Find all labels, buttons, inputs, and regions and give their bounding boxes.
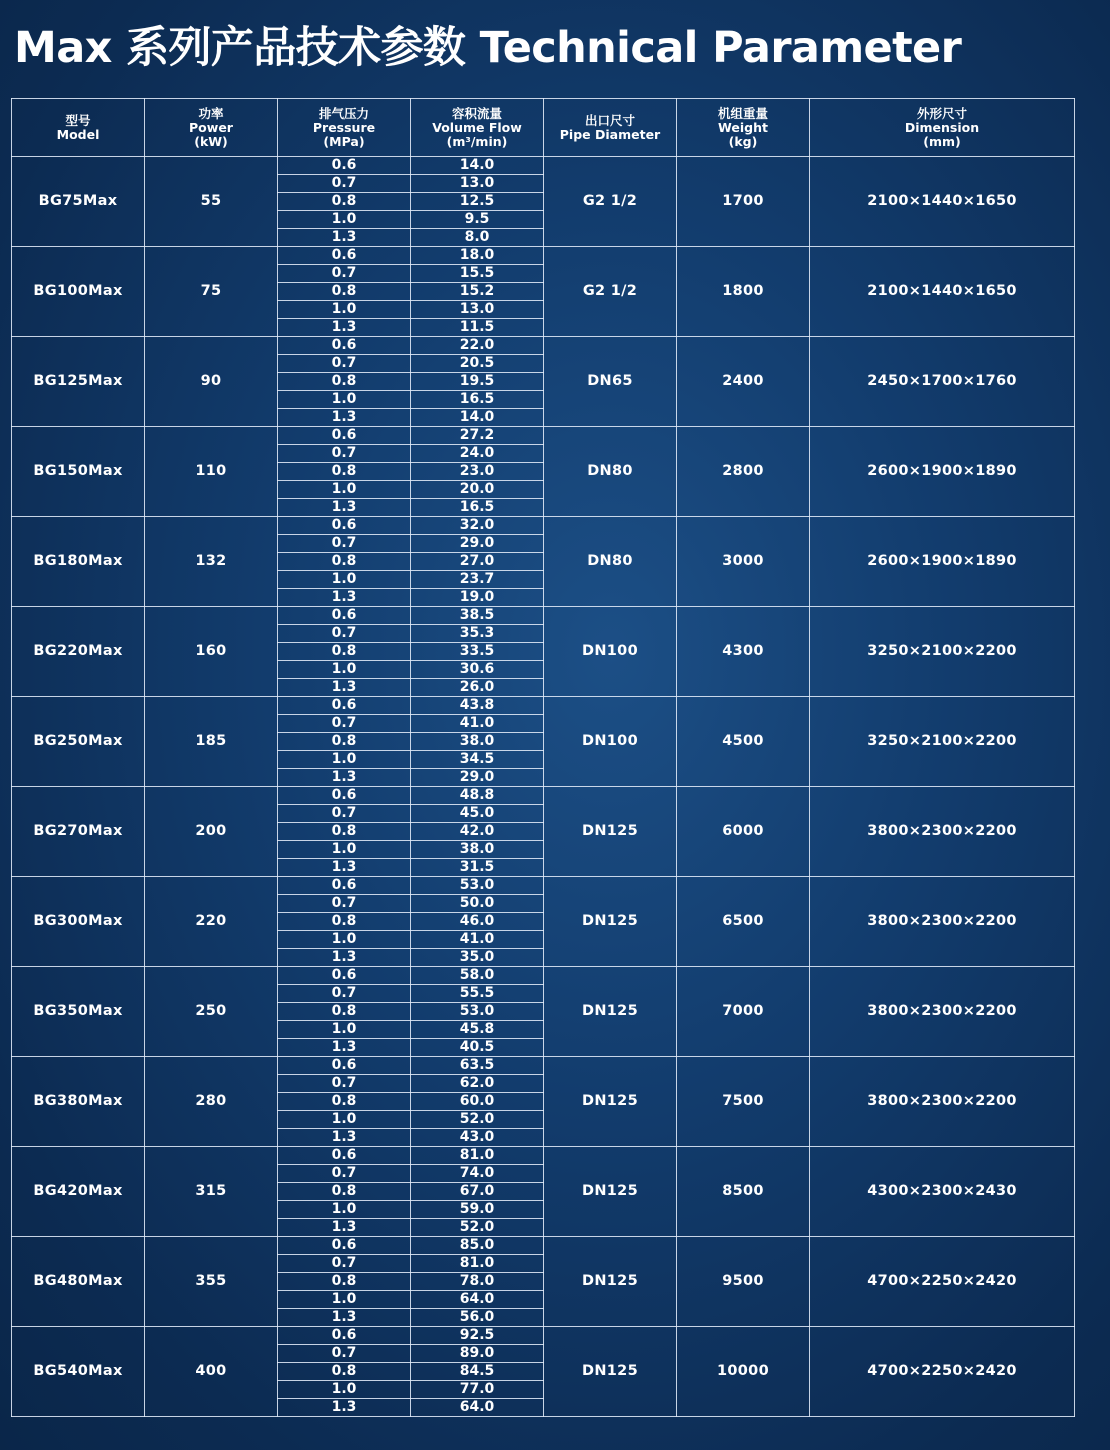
flow-cell: 64.0 [411, 1291, 544, 1309]
flow-cell: 81.0 [411, 1147, 544, 1165]
flow-cell: 48.8 [411, 787, 544, 805]
pipe-diameter-cell: DN100 [544, 697, 677, 787]
flow-cell: 62.0 [411, 1075, 544, 1093]
pressure-cell: 1.0 [278, 391, 411, 409]
pressure-cell: 0.6 [278, 877, 411, 895]
flow-cell: 64.0 [411, 1399, 544, 1417]
pressure-cell: 0.6 [278, 337, 411, 355]
pipe-diameter-cell: DN125 [544, 1327, 677, 1417]
power-cell: 220 [145, 877, 278, 967]
flow-cell: 46.0 [411, 913, 544, 931]
weight-cell: 8500 [677, 1147, 810, 1237]
flow-cell: 84.5 [411, 1363, 544, 1381]
pressure-cell: 0.8 [278, 1093, 411, 1111]
flow-cell: 18.0 [411, 247, 544, 265]
flow-cell: 45.0 [411, 805, 544, 823]
header-model-cn: 型号 [65, 112, 91, 128]
pressure-cell: 1.0 [278, 571, 411, 589]
flow-cell: 60.0 [411, 1093, 544, 1111]
pressure-cell: 0.8 [278, 823, 411, 841]
dimension-cell: 3800×2300×2200 [810, 1057, 1075, 1147]
flow-cell: 56.0 [411, 1309, 544, 1327]
flow-cell: 85.0 [411, 1237, 544, 1255]
flow-cell: 58.0 [411, 967, 544, 985]
table-row [12, 967, 1075, 985]
header-model-en: Model [56, 126, 100, 142]
pressure-cell: 1.3 [278, 229, 411, 247]
flow-cell: 13.0 [411, 301, 544, 319]
pressure-cell: 0.6 [278, 427, 411, 445]
pressure-cell: 1.3 [278, 409, 411, 427]
pressure-cell: 1.3 [278, 1399, 411, 1417]
header-weight-unit: (kg) [728, 133, 758, 149]
pressure-cell: 1.0 [278, 301, 411, 319]
pressure-cell: 0.8 [278, 1363, 411, 1381]
power-cell: 90 [145, 337, 278, 427]
flow-cell: 31.5 [411, 859, 544, 877]
flow-cell: 15.5 [411, 265, 544, 283]
table-row [12, 1237, 1075, 1255]
pressure-cell: 1.0 [278, 211, 411, 229]
weight-cell: 7500 [677, 1057, 810, 1147]
model-cell: BG270Max [12, 787, 145, 877]
flow-cell: 27.0 [411, 553, 544, 571]
table-row [12, 247, 1075, 265]
model-cell: BG480Max [12, 1237, 145, 1327]
model-cell: BG125Max [12, 337, 145, 427]
pressure-cell: 0.6 [278, 1057, 411, 1075]
header-pressure-unit: (MPa) [323, 133, 365, 149]
table-row [12, 787, 1075, 805]
pressure-cell: 0.8 [278, 553, 411, 571]
pipe-diameter-cell: DN80 [544, 427, 677, 517]
pressure-cell: 1.0 [278, 931, 411, 949]
pressure-cell: 0.6 [278, 967, 411, 985]
dimension-cell: 3800×2300×2200 [810, 787, 1075, 877]
flow-cell: 8.0 [411, 229, 544, 247]
flow-cell: 19.0 [411, 589, 544, 607]
flow-cell: 45.8 [411, 1021, 544, 1039]
dimension-cell: 4700×2250×2420 [810, 1237, 1075, 1327]
pressure-cell: 1.0 [278, 1021, 411, 1039]
pipe-diameter-cell: DN80 [544, 517, 677, 607]
flow-cell: 32.0 [411, 517, 544, 535]
table-row [12, 607, 1075, 625]
pressure-cell: 0.7 [278, 895, 411, 913]
table-row [12, 157, 1075, 175]
pressure-cell: 0.7 [278, 805, 411, 823]
flow-cell: 81.0 [411, 1255, 544, 1273]
parameter-table [11, 98, 1075, 1417]
pipe-diameter-cell: DN65 [544, 337, 677, 427]
header-volume-flow-en: Volume Flow [432, 119, 522, 135]
pressure-cell: 1.0 [278, 1201, 411, 1219]
flow-cell: 35.3 [411, 625, 544, 643]
flow-cell: 55.5 [411, 985, 544, 1003]
flow-cell: 52.0 [411, 1219, 544, 1237]
pressure-cell: 0.6 [278, 697, 411, 715]
flow-cell: 20.5 [411, 355, 544, 373]
flow-cell: 13.0 [411, 175, 544, 193]
flow-cell: 43.0 [411, 1129, 544, 1147]
pressure-cell: 0.8 [278, 373, 411, 391]
flow-cell: 89.0 [411, 1345, 544, 1363]
flow-cell: 43.8 [411, 697, 544, 715]
header-model [12, 99, 145, 157]
flow-cell: 35.0 [411, 949, 544, 967]
table-header [12, 99, 1075, 157]
pressure-cell: 1.3 [278, 1039, 411, 1057]
header-dimension-cn: 外形尺寸 [916, 105, 967, 121]
pressure-cell: 1.3 [278, 589, 411, 607]
pressure-cell: 0.7 [278, 1345, 411, 1363]
pressure-cell: 0.6 [278, 247, 411, 265]
header-volume-flow-cn: 容积流量 [451, 105, 502, 121]
model-cell: BG180Max [12, 517, 145, 607]
pressure-cell: 0.8 [278, 913, 411, 931]
pressure-cell: 0.6 [278, 1237, 411, 1255]
flow-cell: 30.6 [411, 661, 544, 679]
header-pressure [278, 99, 411, 157]
flow-cell: 67.0 [411, 1183, 544, 1201]
header-weight-cn: 机组重量 [717, 105, 768, 121]
flow-cell: 23.0 [411, 463, 544, 481]
weight-cell: 4500 [677, 697, 810, 787]
weight-cell: 6500 [677, 877, 810, 967]
pressure-cell: 1.3 [278, 949, 411, 967]
flow-cell: 14.0 [411, 157, 544, 175]
flow-cell: 12.5 [411, 193, 544, 211]
pipe-diameter-cell: DN125 [544, 1147, 677, 1237]
pressure-cell: 0.6 [278, 1327, 411, 1345]
pressure-cell: 0.7 [278, 1255, 411, 1273]
pipe-diameter-cell: DN125 [544, 967, 677, 1057]
dimension-cell: 2450×1700×1760 [810, 337, 1075, 427]
header-power-unit: (kW) [194, 133, 228, 149]
pressure-cell: 1.0 [278, 1291, 411, 1309]
model-cell: BG300Max [12, 877, 145, 967]
flow-cell: 38.0 [411, 733, 544, 751]
pressure-cell: 1.0 [278, 1381, 411, 1399]
pressure-cell: 0.8 [278, 283, 411, 301]
pressure-cell: 1.3 [278, 679, 411, 697]
flow-cell: 9.5 [411, 211, 544, 229]
header-pipe-diameter-en: Pipe Diameter [559, 126, 661, 142]
pressure-cell: 0.7 [278, 625, 411, 643]
power-cell: 280 [145, 1057, 278, 1147]
power-cell: 200 [145, 787, 278, 877]
dimension-cell: 3250×2100×2200 [810, 697, 1075, 787]
pressure-cell: 1.3 [278, 499, 411, 517]
pipe-diameter-cell: G2 1/2 [544, 157, 677, 247]
weight-cell: 4300 [677, 607, 810, 697]
table-row [12, 427, 1075, 445]
header-dimension-en: Dimension [904, 119, 980, 135]
pressure-cell: 0.8 [278, 733, 411, 751]
dimension-cell: 3250×2100×2200 [810, 607, 1075, 697]
pressure-cell: 0.8 [278, 643, 411, 661]
pipe-diameter-cell: DN125 [544, 877, 677, 967]
pipe-diameter-cell: DN125 [544, 1237, 677, 1327]
power-cell: 132 [145, 517, 278, 607]
model-cell: BG350Max [12, 967, 145, 1057]
flow-cell: 41.0 [411, 931, 544, 949]
pressure-cell: 1.3 [278, 1129, 411, 1147]
pressure-cell: 0.8 [278, 463, 411, 481]
pressure-cell: 0.7 [278, 1075, 411, 1093]
weight-cell: 9500 [677, 1237, 810, 1327]
flow-cell: 16.5 [411, 499, 544, 517]
model-cell: BG100Max [12, 247, 145, 337]
header-power-en: Power [189, 119, 233, 135]
flow-cell: 34.5 [411, 751, 544, 769]
pressure-cell: 1.0 [278, 1111, 411, 1129]
header-weight-en: Weight [718, 119, 768, 135]
table-row [12, 877, 1075, 895]
dimension-cell: 3800×2300×2200 [810, 877, 1075, 967]
header-pressure-en: Pressure [312, 119, 376, 135]
header-volume-flow-unit: (m³/min) [446, 133, 508, 149]
flow-cell: 38.0 [411, 841, 544, 859]
pressure-cell: 1.0 [278, 751, 411, 769]
power-cell: 355 [145, 1237, 278, 1327]
flow-cell: 52.0 [411, 1111, 544, 1129]
pressure-cell: 0.8 [278, 1273, 411, 1291]
model-cell: BG220Max [12, 607, 145, 697]
flow-cell: 19.5 [411, 373, 544, 391]
table-row [12, 697, 1075, 715]
pressure-cell: 0.6 [278, 157, 411, 175]
header-row [12, 99, 1075, 157]
model-cell: BG75Max [12, 157, 145, 247]
pressure-cell: 0.7 [278, 355, 411, 373]
flow-cell: 53.0 [411, 877, 544, 895]
pressure-cell: 0.8 [278, 1003, 411, 1021]
page-title: Max 系列产品技术参数 Technical Parameter [14, 23, 962, 73]
header-pipe-diameter [544, 99, 677, 157]
pressure-cell: 0.6 [278, 607, 411, 625]
flow-cell: 59.0 [411, 1201, 544, 1219]
flow-cell: 42.0 [411, 823, 544, 841]
table-row [12, 337, 1075, 355]
flow-cell: 23.7 [411, 571, 544, 589]
flow-cell: 92.5 [411, 1327, 544, 1345]
flow-cell: 53.0 [411, 1003, 544, 1021]
flow-cell: 26.0 [411, 679, 544, 697]
pressure-cell: 0.6 [278, 787, 411, 805]
pressure-cell: 0.6 [278, 1147, 411, 1165]
pressure-cell: 0.7 [278, 175, 411, 193]
pipe-diameter-cell: DN125 [544, 787, 677, 877]
table-row [12, 1147, 1075, 1165]
weight-cell: 7000 [677, 967, 810, 1057]
table-row [12, 1327, 1075, 1345]
model-cell: BG150Max [12, 427, 145, 517]
header-volume-flow [411, 99, 544, 157]
power-cell: 55 [145, 157, 278, 247]
flow-cell: 41.0 [411, 715, 544, 733]
pressure-cell: 1.3 [278, 1219, 411, 1237]
pressure-cell: 1.3 [278, 769, 411, 787]
dimension-cell: 4300×2300×2430 [810, 1147, 1075, 1237]
power-cell: 250 [145, 967, 278, 1057]
power-cell: 160 [145, 607, 278, 697]
header-power-cn: 功率 [198, 105, 224, 121]
table-row [12, 517, 1075, 535]
pipe-diameter-cell: DN100 [544, 607, 677, 697]
weight-cell: 10000 [677, 1327, 810, 1417]
pressure-cell: 0.7 [278, 445, 411, 463]
pipe-diameter-cell: DN125 [544, 1057, 677, 1147]
flow-cell: 77.0 [411, 1381, 544, 1399]
flow-cell: 24.0 [411, 445, 544, 463]
pressure-cell: 0.7 [278, 985, 411, 1003]
dimension-cell: 2100×1440×1650 [810, 157, 1075, 247]
header-weight [677, 99, 810, 157]
pressure-cell: 0.6 [278, 517, 411, 535]
pressure-cell: 1.3 [278, 319, 411, 337]
model-cell: BG380Max [12, 1057, 145, 1147]
flow-cell: 22.0 [411, 337, 544, 355]
power-cell: 400 [145, 1327, 278, 1417]
flow-cell: 63.5 [411, 1057, 544, 1075]
pressure-cell: 1.3 [278, 1309, 411, 1327]
header-pipe-diameter-cn: 出口尺寸 [584, 112, 635, 128]
table-row [12, 1057, 1075, 1075]
flow-cell: 29.0 [411, 535, 544, 553]
flow-cell: 78.0 [411, 1273, 544, 1291]
power-cell: 75 [145, 247, 278, 337]
flow-cell: 74.0 [411, 1165, 544, 1183]
flow-cell: 50.0 [411, 895, 544, 913]
dimension-cell: 4700×2250×2420 [810, 1327, 1075, 1417]
weight-cell: 3000 [677, 517, 810, 607]
pressure-cell: 0.7 [278, 535, 411, 553]
header-dimension-unit: (mm) [923, 133, 961, 149]
header-power [145, 99, 278, 157]
pressure-cell: 0.8 [278, 1183, 411, 1201]
pressure-cell: 1.0 [278, 841, 411, 859]
flow-cell: 33.5 [411, 643, 544, 661]
pressure-cell: 1.3 [278, 859, 411, 877]
flow-cell: 16.5 [411, 391, 544, 409]
power-cell: 315 [145, 1147, 278, 1237]
pressure-cell: 0.7 [278, 1165, 411, 1183]
flow-cell: 14.0 [411, 409, 544, 427]
pressure-cell: 1.0 [278, 481, 411, 499]
power-cell: 185 [145, 697, 278, 787]
flow-cell: 29.0 [411, 769, 544, 787]
pressure-cell: 1.0 [278, 661, 411, 679]
model-cell: BG250Max [12, 697, 145, 787]
table-body [12, 157, 1075, 1417]
model-cell: BG420Max [12, 1147, 145, 1237]
header-dimension [810, 99, 1075, 157]
weight-cell: 2400 [677, 337, 810, 427]
pressure-cell: 0.8 [278, 193, 411, 211]
dimension-cell: 2100×1440×1650 [810, 247, 1075, 337]
weight-cell: 6000 [677, 787, 810, 877]
header-pressure-cn: 排气压力 [318, 105, 369, 121]
flow-cell: 27.2 [411, 427, 544, 445]
weight-cell: 2800 [677, 427, 810, 517]
pressure-cell: 0.7 [278, 715, 411, 733]
pressure-cell: 0.7 [278, 265, 411, 283]
flow-cell: 15.2 [411, 283, 544, 301]
pipe-diameter-cell: G2 1/2 [544, 247, 677, 337]
dimension-cell: 2600×1900×1890 [810, 517, 1075, 607]
flow-cell: 38.5 [411, 607, 544, 625]
flow-cell: 20.0 [411, 481, 544, 499]
dimension-cell: 2600×1900×1890 [810, 427, 1075, 517]
dimension-cell: 3800×2300×2200 [810, 967, 1075, 1057]
weight-cell: 1800 [677, 247, 810, 337]
weight-cell: 1700 [677, 157, 810, 247]
flow-cell: 11.5 [411, 319, 544, 337]
power-cell: 110 [145, 427, 278, 517]
model-cell: BG540Max [12, 1327, 145, 1417]
flow-cell: 40.5 [411, 1039, 544, 1057]
